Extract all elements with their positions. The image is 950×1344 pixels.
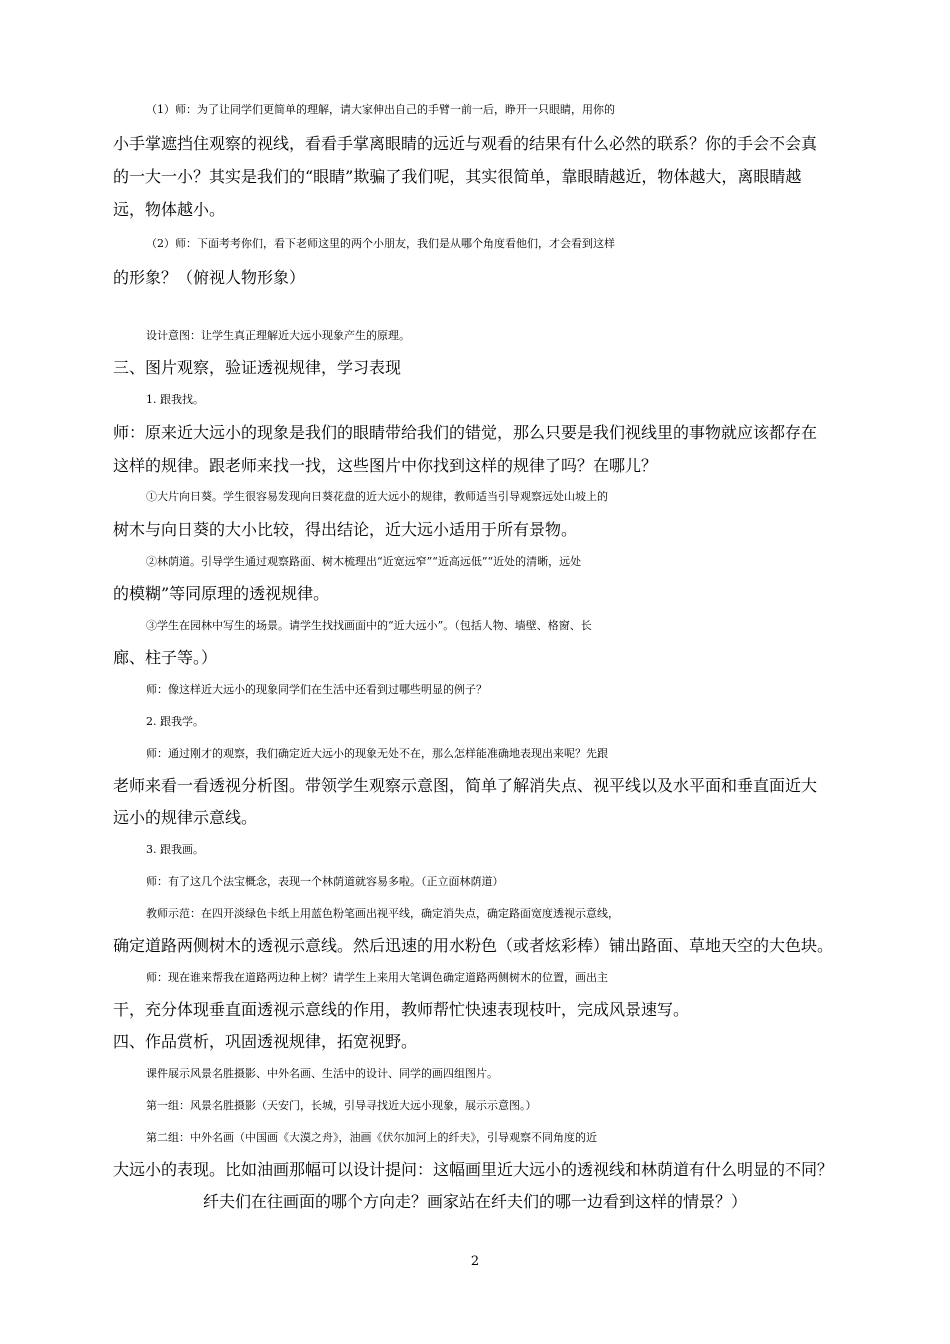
paragraph-line: 师：像这样近大远小的现象同学们在生活中还看到过哪些明显的例子？ bbox=[146, 683, 487, 696]
paragraph-line: （2）师：下面考考你们，看下老师这里的两个小朋友，我们是从哪个角度看他们，才会看到这样 bbox=[146, 237, 615, 250]
paragraph-line: 师：现在谁来帮我在道路两边种上树？请学生上来用大笔调色确定道路两侧树木的位置，画出主 bbox=[146, 971, 608, 984]
paragraph-line: 这样的规律。跟老师来找一找，这些图片中你找到这样的规律了吗？在哪儿？ bbox=[113, 456, 658, 475]
paragraph-line: ①大片向日葵。学生很容易发现向日葵花盘的近大远小的规律，教师适当引导观察远处山坡上的 bbox=[146, 490, 608, 503]
page-number: 2 bbox=[470, 1254, 480, 1269]
paragraph-line: 确定道路两侧树木的透视示意线。然后迅速的用水粉色（或者炫彩棒）铺出路面、草地天空的大色块。 bbox=[113, 936, 834, 955]
paragraph-line: 师：有了这几个法宝概念，表现一个林荫道就容易多啦。（正立面林荫道） bbox=[146, 875, 504, 888]
paragraph-line: ②林荫道。引导学生通过观察路面、树木梳理出“近宽远窄”“近高远低”“近处的清晰，远处 bbox=[146, 555, 582, 568]
subsection-heading: 1. 跟我找。 bbox=[146, 393, 204, 406]
paragraph-line: 师：原来近大远小的现象是我们的眼睛带给我们的错觉，那么只要是我们视线里的事物就应该都存在 bbox=[113, 423, 818, 442]
paragraph-line: 树木与向日葵的大小比较，得出结论，近大远小适用于所有景物。 bbox=[113, 520, 578, 539]
section-heading: 三、图片观察，验证透视规律，学习表现 bbox=[113, 358, 402, 377]
paragraph-line: 师：通过刚才的观察，我们确定近大远小的现象无处不在，那么怎样能准确地表现出来呢？先跟 bbox=[146, 747, 608, 760]
paragraph-line: 远小的规律示意线。 bbox=[113, 808, 258, 827]
paragraph-line: （1）师：为了让同学们更简单的理解，请大家伸出自己的手臂一前一后，睁开一只眼睛，用你的 bbox=[146, 103, 615, 116]
paragraph-line: 的模糊”等同原理的透视规律。 bbox=[113, 584, 330, 603]
subsection-heading: 3. 跟我画。 bbox=[146, 843, 204, 856]
paragraph-line: 远，物体越小。 bbox=[113, 200, 226, 219]
paragraph-line: 大远小的表现。比如油画那幅可以设计提问：这幅画里近大远小的透视线和林荫道有什么明显的不同？ bbox=[113, 1160, 834, 1179]
paragraph-line: 干，充分体现垂直面透视示意线的作用，教师帮忙快速表现枝叶，完成风景速写。 bbox=[113, 1000, 690, 1019]
subsection-heading: 2. 跟我学。 bbox=[146, 715, 204, 728]
paragraph-line: 课件展示风景名胜摄影、中外名画、生活中的设计、同学的画四组图片。 bbox=[146, 1067, 498, 1080]
paragraph-line: 小手掌遮挡住观察的视线，看看手掌离眼睛的远近与观看的结果有什么必然的联系？你的手会不会真 bbox=[113, 134, 818, 153]
paragraph-line: 第二组：中外名画（中国画《大漠之舟》，油画《伏尔加河上的纤夫》，引导观察不同角度的近 bbox=[146, 1131, 597, 1144]
paragraph-line: 廊、柱子等。） bbox=[113, 648, 218, 667]
section-heading: 四、作品赏析，巩固透视规律，拓宽视野。 bbox=[113, 1032, 418, 1051]
paragraph-line: 老师来看一看透视分析图。带领学生观察示意图，简单了解消失点、视平线以及水平面和垂直面近大 bbox=[113, 776, 818, 795]
paragraph-line: 的一大一小？其实是我们的“眼睛”欺骗了我们呢，其实很简单，靠眼睛越近，物体越大，离眼睛越 bbox=[113, 167, 802, 186]
paragraph-line: 纤夫们在往画面的哪个方向走？画家站在纤夫们的哪一边看到这样的情景？） bbox=[202, 1192, 747, 1211]
paragraph-line: 的形象？（俯视人物形象） bbox=[113, 268, 306, 287]
paragraph-line: ③学生在园林中写生的场景。请学生找找画面中的“近大远小”。（包括人物、墙壁、格窗、长 bbox=[146, 619, 592, 632]
paragraph-line: 第一组：风景名胜摄影（天安门，长城，引导寻找近大远小现象，展示示意图。） bbox=[146, 1099, 537, 1112]
design-intent-line: 设计意图：让学生真正理解近大远小现象产生的原理。 bbox=[146, 329, 410, 342]
paragraph-line: 教师示范：在四开淡绿色卡纸上用蓝色粉笔画出视平线，确定消失点，确定路面宽度透视示意线， bbox=[146, 907, 619, 920]
